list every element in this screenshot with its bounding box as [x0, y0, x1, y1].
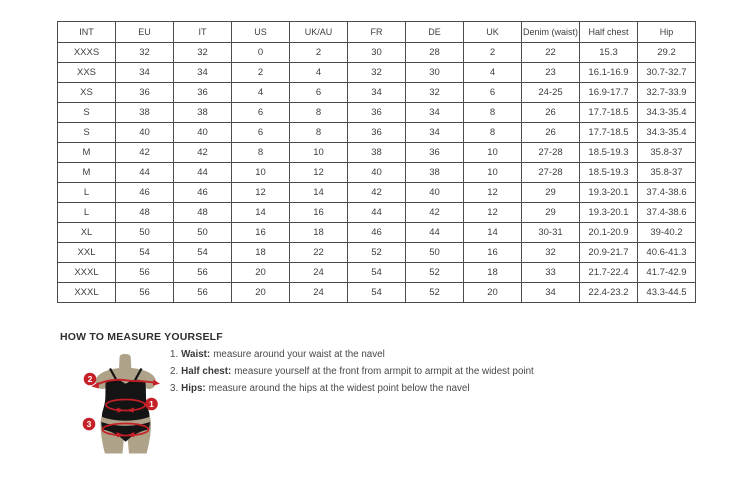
size-cell: 15.3	[580, 43, 638, 63]
step-number: 2.	[170, 366, 179, 377]
size-cell: 20	[232, 263, 290, 283]
badge-hips	[83, 418, 96, 431]
size-cell: 19.3-20.1	[580, 183, 638, 203]
size-cell: 44	[116, 163, 174, 183]
step-label: Half chest:	[181, 366, 232, 377]
mannequin-neck	[119, 354, 131, 370]
size-cell: 16	[232, 223, 290, 243]
size-cell: 10	[464, 163, 522, 183]
size-cell: M	[58, 143, 116, 163]
size-cell: 27-28	[522, 143, 580, 163]
size-cell: 20	[232, 283, 290, 303]
size-cell: 17.7-18.5	[580, 103, 638, 123]
size-cell: 14	[464, 223, 522, 243]
size-cell: 12	[464, 183, 522, 203]
step-text: measure around your waist at the navel	[213, 349, 385, 360]
size-cell: 10	[464, 143, 522, 163]
measure-steps	[170, 349, 534, 400]
size-cell: 40	[174, 123, 232, 143]
size-cell: 24-25	[522, 83, 580, 103]
size-cell: S	[58, 103, 116, 123]
size-cell: 36	[116, 83, 174, 103]
size-cell: L	[58, 183, 116, 203]
size-row	[58, 83, 696, 103]
size-cell: 30.7-32.7	[638, 63, 696, 83]
measure-step-waist	[170, 349, 534, 360]
size-cell: 14	[290, 183, 348, 203]
size-cell: 50	[174, 223, 232, 243]
measure-step-half-chest	[170, 366, 534, 377]
size-cell: 38	[174, 103, 232, 123]
column-header: DE	[406, 22, 464, 43]
size-cell: 14	[232, 203, 290, 223]
size-cell: 40.6-41.3	[638, 243, 696, 263]
size-cell: 8	[290, 123, 348, 143]
size-cell: 8	[290, 103, 348, 123]
size-cell: 34.3-35.4	[638, 123, 696, 143]
size-cell: 40	[348, 163, 406, 183]
size-cell: 50	[406, 243, 464, 263]
size-cell: 38	[116, 103, 174, 123]
size-cell: 22	[522, 43, 580, 63]
size-cell: 4	[290, 63, 348, 83]
step-label: Waist:	[181, 349, 211, 360]
size-cell: XXXL	[58, 263, 116, 283]
size-cell: 2	[464, 43, 522, 63]
size-cell: 29.2	[638, 43, 696, 63]
size-cell: 18	[232, 243, 290, 263]
column-header: Hip	[638, 22, 696, 43]
size-cell: 46	[348, 223, 406, 243]
size-row	[58, 123, 696, 143]
size-chart-table	[57, 21, 696, 303]
size-cell: 29	[522, 183, 580, 203]
size-cell: 6	[232, 103, 290, 123]
size-cell: 6	[232, 123, 290, 143]
size-cell: XXXL	[58, 283, 116, 303]
step-number: 3.	[170, 383, 179, 394]
size-cell: 23	[522, 63, 580, 83]
size-cell: 19.3-20.1	[580, 203, 638, 223]
size-cell: 2	[290, 43, 348, 63]
size-cell: 54	[116, 243, 174, 263]
size-cell: 18.5-19.3	[580, 163, 638, 183]
size-row	[58, 263, 696, 283]
size-row	[58, 203, 696, 223]
size-cell: 16	[464, 243, 522, 263]
column-header: IT	[174, 22, 232, 43]
size-cell: 37.4-38.6	[638, 203, 696, 223]
size-cell: S	[58, 123, 116, 143]
size-cell: 34.3-35.4	[638, 103, 696, 123]
size-cell: 54	[348, 283, 406, 303]
size-cell: 8	[464, 123, 522, 143]
size-cell: 46	[116, 183, 174, 203]
size-cell: 8	[464, 103, 522, 123]
size-cell: 20	[464, 283, 522, 303]
badge-hips-number: 3	[86, 419, 92, 429]
size-row	[58, 243, 696, 263]
size-row	[58, 143, 696, 163]
column-header: UK/AU	[290, 22, 348, 43]
size-row	[58, 283, 696, 303]
size-cell: 28	[406, 43, 464, 63]
size-cell: 37.4-38.6	[638, 183, 696, 203]
size-cell: 34	[406, 103, 464, 123]
size-cell: 40	[116, 123, 174, 143]
size-cell: 16.9-17.7	[580, 83, 638, 103]
size-cell: 16.1-16.9	[580, 63, 638, 83]
size-cell: 34	[406, 123, 464, 143]
size-cell: 17.7-18.5	[580, 123, 638, 143]
size-cell: 46	[174, 183, 232, 203]
badge-chest-number: 2	[87, 374, 93, 384]
step-text: measure around the hips at the widest point below the navel	[208, 383, 470, 394]
size-cell: 24	[290, 283, 348, 303]
size-cell: 2	[232, 63, 290, 83]
size-cell: 38	[348, 143, 406, 163]
size-cell: 42	[406, 203, 464, 223]
size-cell: 34	[174, 63, 232, 83]
column-header: US	[232, 22, 290, 43]
size-cell: 32	[174, 43, 232, 63]
size-cell: 52	[406, 263, 464, 283]
size-cell: 44	[406, 223, 464, 243]
column-header: Denim (waist)	[522, 22, 580, 43]
size-cell: 40	[406, 183, 464, 203]
size-cell: 27-28	[522, 163, 580, 183]
size-cell: 32	[406, 83, 464, 103]
size-row	[58, 103, 696, 123]
size-cell: 12	[290, 163, 348, 183]
size-cell: L	[58, 203, 116, 223]
size-row	[58, 163, 696, 183]
size-cell: 44	[174, 163, 232, 183]
badge-waist-number: 1	[149, 399, 154, 409]
size-cell: 21.7-22.4	[580, 263, 638, 283]
size-cell: 56	[116, 283, 174, 303]
size-cell: 36	[406, 143, 464, 163]
size-cell: XL	[58, 223, 116, 243]
measure-section-title: HOW TO MEASURE YOURSELF	[60, 331, 223, 343]
measure-step-hips	[170, 383, 534, 394]
size-cell: 18	[464, 263, 522, 283]
size-cell: 56	[174, 283, 232, 303]
size-cell: 20.1-20.9	[580, 223, 638, 243]
size-cell: 20.9-21.7	[580, 243, 638, 263]
size-cell: 33	[522, 263, 580, 283]
column-header: UK	[464, 22, 522, 43]
size-cell: 34	[348, 83, 406, 103]
size-cell: 44	[348, 203, 406, 223]
size-cell: 12	[232, 183, 290, 203]
size-cell: 35.8-37	[638, 163, 696, 183]
size-cell: 10	[290, 143, 348, 163]
size-cell: 41.7-42.9	[638, 263, 696, 283]
size-cell: 26	[522, 123, 580, 143]
size-cell: 36	[348, 123, 406, 143]
size-cell: 56	[116, 263, 174, 283]
size-cell: 42	[348, 183, 406, 203]
size-cell: 16	[290, 203, 348, 223]
size-cell: 22.4-23.2	[580, 283, 638, 303]
size-cell: 43.3-44.5	[638, 283, 696, 303]
size-cell: M	[58, 163, 116, 183]
badge-waist	[145, 398, 158, 411]
size-cell: 54	[174, 243, 232, 263]
size-cell: 34	[116, 63, 174, 83]
size-cell: 29	[522, 203, 580, 223]
size-row	[58, 43, 696, 63]
size-row	[58, 63, 696, 83]
size-cell: 30	[406, 63, 464, 83]
size-row	[58, 223, 696, 243]
size-row	[58, 183, 696, 203]
mannequin-illustration-icon	[78, 352, 173, 457]
size-cell: 32	[116, 43, 174, 63]
size-cell: 10	[232, 163, 290, 183]
step-number: 1.	[170, 349, 179, 360]
size-cell: 24	[290, 263, 348, 283]
size-chart-body	[58, 43, 696, 303]
size-cell: XS	[58, 83, 116, 103]
size-cell: 42	[116, 143, 174, 163]
size-cell: 6	[290, 83, 348, 103]
chest-measure-arrowhead-right	[153, 380, 160, 386]
size-cell: 32	[522, 243, 580, 263]
size-cell: 4	[232, 83, 290, 103]
size-cell: 52	[406, 283, 464, 303]
size-cell: 42	[174, 143, 232, 163]
size-cell: XXL	[58, 243, 116, 263]
size-cell: 6	[464, 83, 522, 103]
size-cell: 18.5-19.3	[580, 143, 638, 163]
column-header: INT	[58, 22, 116, 43]
size-cell: 52	[348, 243, 406, 263]
size-cell: 34	[522, 283, 580, 303]
badge-chest	[84, 373, 97, 386]
size-cell: 22	[290, 243, 348, 263]
size-cell: 35.8-37	[638, 143, 696, 163]
column-header: FR	[348, 22, 406, 43]
size-cell: 18	[290, 223, 348, 243]
size-cell: 56	[174, 263, 232, 283]
size-cell: 50	[116, 223, 174, 243]
size-cell: XXXS	[58, 43, 116, 63]
measurement-figure	[78, 352, 173, 457]
size-cell: 48	[116, 203, 174, 223]
column-header: EU	[116, 22, 174, 43]
size-cell: 36	[348, 103, 406, 123]
size-cell: 30-31	[522, 223, 580, 243]
size-cell: XXS	[58, 63, 116, 83]
step-text: measure yourself at the front from armpit to armpit at the widest point	[234, 366, 534, 377]
size-cell: 4	[464, 63, 522, 83]
size-chart-header-row	[58, 22, 696, 43]
size-cell: 32.7-33.9	[638, 83, 696, 103]
size-cell: 32	[348, 63, 406, 83]
size-cell: 12	[464, 203, 522, 223]
size-cell: 38	[406, 163, 464, 183]
size-cell: 26	[522, 103, 580, 123]
size-cell: 36	[174, 83, 232, 103]
size-cell: 39-40.2	[638, 223, 696, 243]
size-cell: 48	[174, 203, 232, 223]
step-label: Hips:	[181, 383, 206, 394]
column-header: Half chest	[580, 22, 638, 43]
size-cell: 0	[232, 43, 290, 63]
size-cell: 8	[232, 143, 290, 163]
size-cell: 30	[348, 43, 406, 63]
size-cell: 54	[348, 263, 406, 283]
